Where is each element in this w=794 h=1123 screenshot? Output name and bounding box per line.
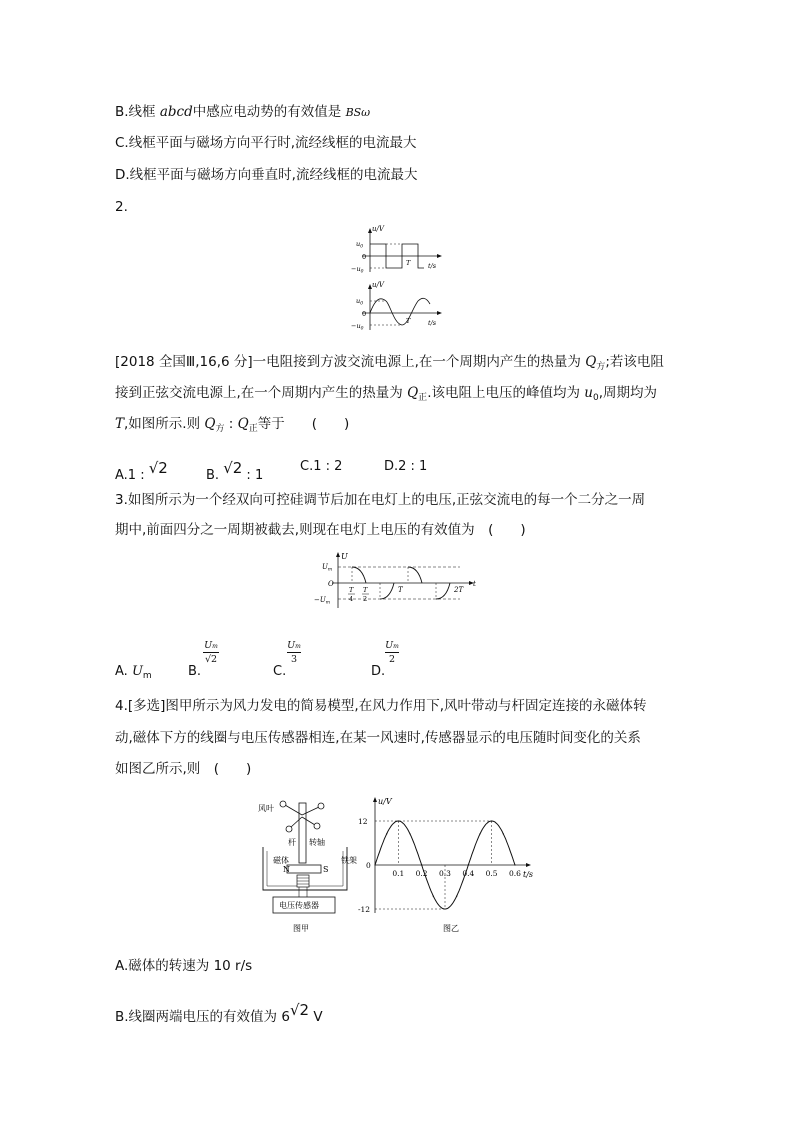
q3-wave-seg2 [380, 583, 394, 599]
q4-stem-line3: 如图乙所示,则 ( ) [115, 761, 252, 777]
label-fig-jia: 图甲 [293, 924, 309, 933]
q3-t-label: t [473, 580, 476, 588]
q4-option-b: B.线圈两端电压的有效值为 6√2 V [115, 1001, 323, 1025]
bsw-expr: BSω [345, 106, 371, 119]
q2-sine-ylabel: u/V [372, 281, 384, 289]
q2-option-a: A.1 : √2 [115, 459, 168, 483]
q2-sine-zero-label: 0 [362, 310, 367, 318]
q3-option-c-fraction: Um 3 [287, 640, 301, 665]
q3-option-a: A. $U_m$ [115, 664, 152, 681]
q2-sine-neg-u0-label: $-u_0$ [351, 322, 364, 332]
label-tiejia: 铁架 [341, 856, 357, 865]
q2-option-d: D.2 : 1 [384, 459, 428, 474]
label-gan: 杆 [288, 838, 296, 847]
q2-stem-line1: [2018 全国Ⅲ,16,6 分]一电阻接到方波交流电源上,在一个周期内产生的热量为 $Q_方$;若该电阻 [115, 354, 664, 372]
q2-sine-T-label: T [406, 317, 411, 325]
label-citi: 磁体 [273, 856, 289, 865]
q4-stem-line2: 动,磁体下方的线圈与电压传感器相连,在某一风速时,传感器显示的电压随时间变化的关系 [115, 730, 641, 746]
label-S: S [323, 865, 329, 874]
label-fengye: 风叶 [258, 804, 274, 813]
q2-square-ylabel: u/V [372, 225, 384, 233]
q3-figure [310, 550, 480, 610]
q3-wave-seg1 [352, 567, 366, 583]
q3-option-d-label: D. [371, 664, 386, 679]
q2-square-u0-label: $u_0$ [356, 240, 364, 250]
chart-xtick-2: 0.3 [439, 869, 451, 878]
q4-fig-yi-chart [355, 795, 545, 935]
q2-sine-wave [370, 298, 430, 325]
q3-neg-Um-label: $-U_m$ [314, 596, 331, 606]
q4-stem-line1: 4.[多选]图甲所示为风力发电的简易模型,在风力作用下,风叶带动与杆固定连接的永磁体转 [115, 698, 647, 714]
q3-wave-seg3 [408, 567, 422, 583]
q2-square-zero-label: 0 [362, 253, 367, 261]
q2-figure [350, 224, 450, 334]
label-N: N [283, 865, 290, 874]
q1-option-b: B.线框 abcd中感应电动势的有效值是 BSω [115, 104, 371, 120]
q3-stem-line1: 3.如图所示为一个经双向可控硅调节后加在电灯上的电压,正弦交流电的每一个二分之一周 [115, 492, 646, 508]
chart-xtick-4: 0.5 [485, 869, 498, 878]
q3-T-label: T [398, 586, 403, 594]
q2-stem-line2: 接到正弦交流电源上,在一个周期内产生的热量为 $Q_正$.该电阻上电压的峰值均为 $u_0$,周期均为 [115, 385, 658, 403]
abcd-text: abcd [159, 104, 193, 120]
q3-T2-num: T [363, 586, 368, 594]
q3-stem-line2: 期中,前面四分之一周期被截去,则现在电灯上电压的有效值为 ( ) [115, 522, 526, 538]
q2-square-t-label: t/s [428, 262, 437, 270]
q1-option-d: D.线框平面与磁场方向垂直时,流经线框的电流最大 [115, 167, 418, 183]
chart-ytick-2: -12 [358, 905, 371, 914]
q2-square-T-label: T [406, 259, 411, 267]
q2-sine-u0-label: $u_0$ [356, 297, 364, 307]
chart-ytick-1: 0 [366, 861, 371, 870]
label-sensor: 电压传感器 [279, 901, 319, 910]
q3-O-label: O [328, 580, 334, 588]
q2-option-b: B. √2 : 1 [206, 459, 264, 483]
wind-blade-2 [318, 803, 324, 809]
wind-blade-3 [286, 826, 292, 832]
wind-blade-1 [280, 801, 286, 807]
q3-T4-den: 4 [349, 595, 354, 603]
chart-xtick-5: 0.6 [509, 869, 521, 878]
q2-stem-line3: T,如图所示.则 $Q_方$ : $Q_正$等于 ( ) [115, 416, 350, 434]
q3-option-c-label: C. [273, 664, 287, 679]
q2-square-neg-u0-label: $-u_0$ [351, 265, 364, 275]
rotation-shaft [299, 803, 306, 863]
label-zhuanzhou: 转轴 [309, 838, 325, 847]
q3-T2-den: 2 [363, 595, 368, 603]
wind-blade-4 [314, 823, 320, 829]
magnet [287, 865, 321, 873]
q3-Um-label: $U_m$ [322, 563, 333, 573]
q3-option-b-label: B. [188, 664, 202, 679]
chart-xtick-0: 0.1 [392, 869, 405, 878]
chart-ytick-0: 12 [358, 817, 368, 826]
chart-xlabel: t/s [523, 870, 534, 879]
chart-xtick-3: 0.4 [462, 869, 475, 878]
q2-number: 2. [115, 199, 128, 215]
q1-option-c: C.线框平面与磁场方向平行时,流经线框的电流最大 [115, 135, 417, 151]
q3-option-d-fraction: Um 2 [385, 640, 399, 665]
q3-2T-label: 2T [454, 586, 464, 594]
q2-sine-t-label: t/s [428, 319, 437, 327]
label-fig-yi: 图乙 [443, 924, 459, 933]
chart-ylabel: u/V [378, 797, 392, 806]
q4-option-a: A.磁体的转速为 10 r/s [115, 958, 253, 974]
q3-wave-seg4 [436, 583, 450, 599]
q3-U-label: U [341, 552, 348, 561]
q3-T4-num: T [349, 586, 354, 594]
q4-fig-jia [255, 795, 355, 935]
q3-option-b-fraction: Um √2 [204, 640, 218, 665]
q2-option-c: C.1 : 2 [300, 459, 343, 474]
chart-xtick-1: 0.2 [415, 869, 428, 878]
